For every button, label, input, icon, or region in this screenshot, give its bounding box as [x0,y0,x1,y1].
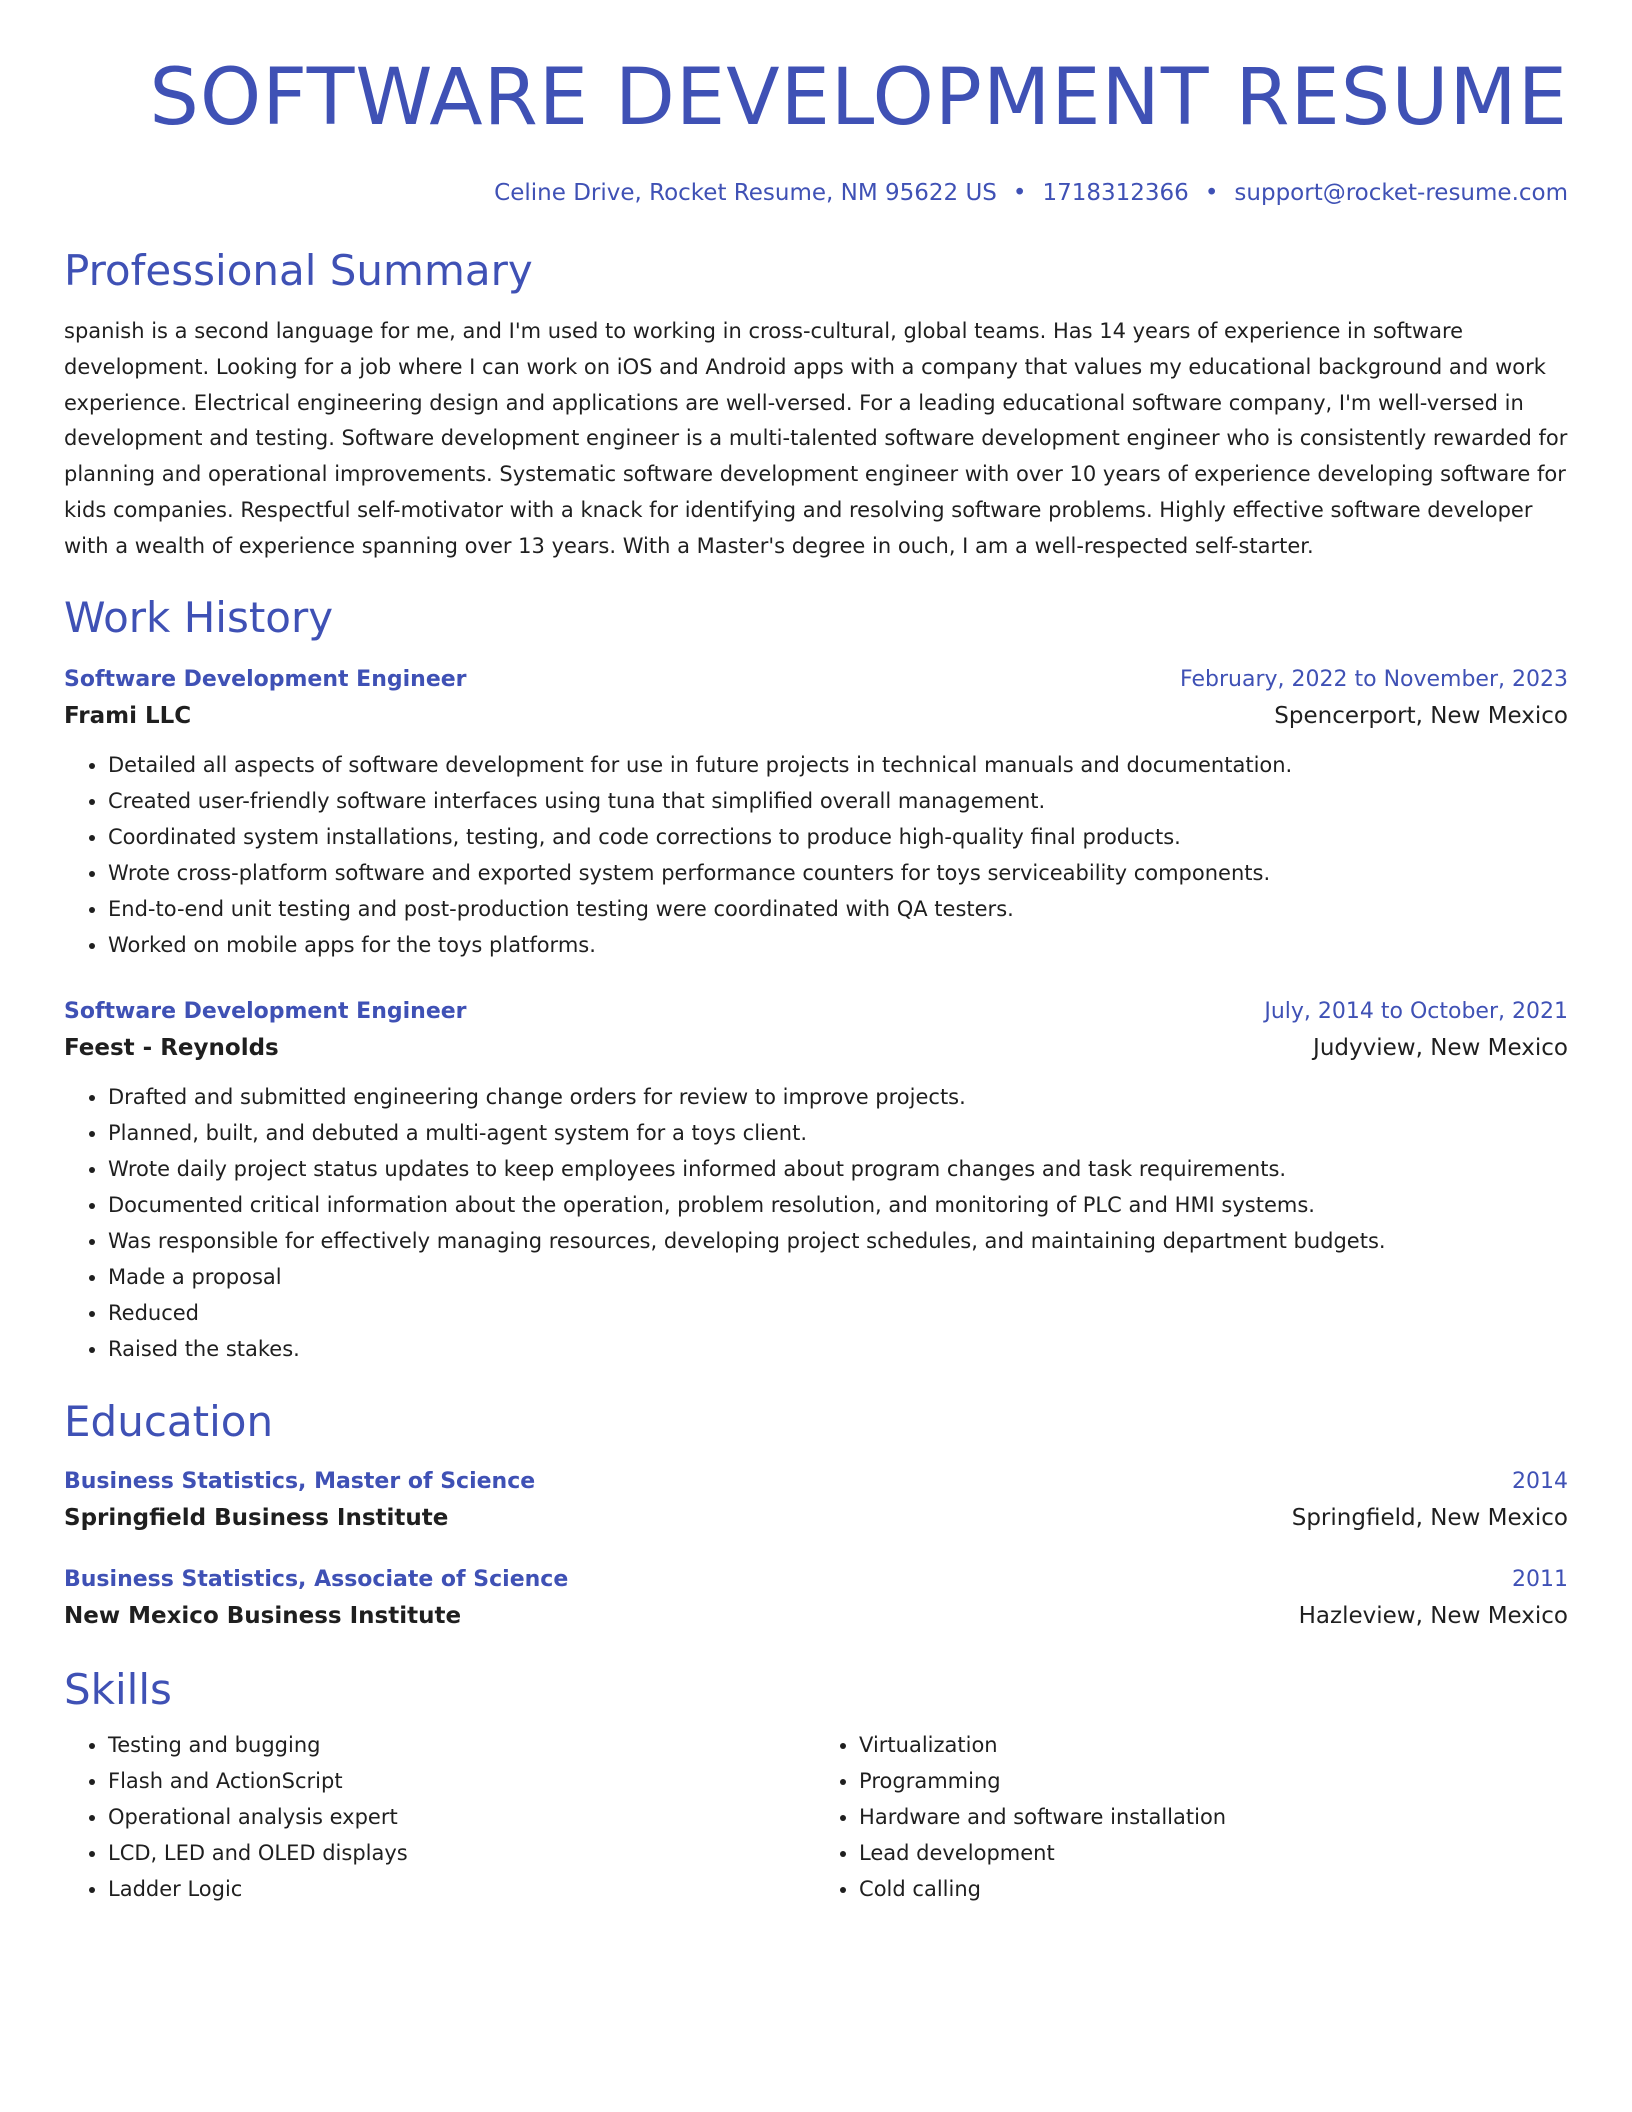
job-bullet: • Made a proposal [108,1259,1568,1295]
job-location: Judyview, New Mexico [1313,1034,1568,1061]
skills-heading: Skills [64,1664,172,1714]
skills-grid [64,1727,1568,1907]
job-title: Software Development Engineer [64,666,467,692]
job-entry [64,663,1568,963]
skill-item: • Programming [859,1763,1568,1799]
resume-title: SOFTWARE DEVELOPMENT RESUME [149,53,1568,143]
education-entry [64,1465,1568,1537]
contact-address: Celine Drive, Rocket Resume, NM 95622 US [494,180,997,206]
job-bullet: • Created user-friendly software interfaces using tuna that simplified overall management. [108,783,1568,819]
skill-item: • Lead development [859,1835,1568,1871]
summary-text: spanish is a second language for me, and I'm used to working in cross-cultural, global teams. Has 14 years of experience in software development. Looking for a job where I can work on iOS and Android apps with a company that values my educational background and work experience. Electrical engineering design and applications are well-versed. For a leading educational software company, I'm well-versed in development and testing. Software development engineer is a multi-talented software development engineer who is consistently rewarded for planning and operational improvements. Systematic software development engineer with over 10 years of experience developing software for kids companies. Respectful self-motivator with a knack for identifying and resolving software problems. Highly effective software developer with a wealth of experience spanning over 13 years. With a Master's degree in ouch, I am a well-respected self-starter. [64,319,1568,558]
contact-phone: 1718312366 [1042,180,1189,206]
job-bullet: • Was responsible for effectively managing resources, developing project schedules, and maintaining department budgets. [108,1223,1568,1259]
education-degree: Business Statistics, Master of Science [64,1468,536,1494]
skill-item: • Hardware and software installation [859,1799,1568,1835]
job-bullet: • Detailed all aspects of software development for use in future projects in technical manuals and documentation. [108,747,1568,783]
skill-item: • Testing and bugging [108,1727,815,1763]
job-entry [64,995,1568,1367]
job-bullet: • Worked on mobile apps for the toys platforms. [108,927,1568,963]
contact-line [64,178,1568,208]
job-bullet: • Documented critical information about the operation, problem resolution, and monitoring of PLC and HMI systems. [108,1187,1568,1223]
skill-item: • Flash and ActionScript [108,1763,815,1799]
job-bullet: • End-to-end unit testing and post-production testing were coordinated with QA testers. [108,891,1568,927]
skill-item: • Operational analysis expert [108,1799,815,1835]
job-bullet: • Wrote daily project status updates to keep employees informed about program changes and task requirements. [108,1151,1568,1187]
education-school: Springfield Business Institute [64,1504,449,1531]
job-title: Software Development Engineer [64,998,467,1024]
skill-item: • Cold calling [859,1871,1568,1907]
skill-item: • Virtualization [859,1727,1568,1763]
job-company: Feest - Reynolds [64,1034,279,1061]
education-location: Hazleview, New Mexico [1298,1602,1568,1629]
job-bullets [64,1079,1568,1367]
summary-heading: Professional Summary [64,246,533,295]
education-entry [64,1563,1568,1635]
job-bullet: • Wrote cross-platform software and exported system performance counters for toys serviceability components. [108,855,1568,891]
job-bullet: • Drafted and submitted engineering change orders for review to improve projects. [108,1079,1568,1115]
education-location: Springfield, New Mexico [1291,1504,1568,1531]
skills-column-left [64,1727,815,1907]
skill-item: • Ladder Logic [108,1871,815,1907]
contact-separator: • [1012,180,1027,206]
job-dates: July, 2014 to October, 2021 [1264,998,1568,1024]
job-company: Frami LLC [64,702,192,729]
job-location: Spencerport, New Mexico [1274,702,1568,729]
skills-column-right [815,1727,1568,1907]
work-history-heading: Work History [64,592,334,642]
skill-item: • LCD, LED and OLED displays [108,1835,815,1871]
education-year: 2014 [1512,1468,1568,1494]
job-bullet: • Planned, built, and debuted a multi-agent system for a toys client. [108,1115,1568,1151]
education-school: New Mexico Business Institute [64,1602,462,1629]
job-bullet: • Coordinated system installations, testing, and code corrections to produce high-quality final products. [108,819,1568,855]
education-degree: Business Statistics, Associate of Science [64,1566,569,1592]
job-bullet: • Reduced [108,1295,1568,1331]
contact-separator: • [1204,180,1219,206]
job-bullets [64,747,1568,963]
education-year: 2011 [1512,1566,1568,1592]
contact-email: support@rocket-resume.com [1234,180,1568,206]
job-dates: February, 2022 to November, 2023 [1180,666,1568,692]
education-heading: Education [64,1396,274,1446]
job-bullet: • Raised the stakes. [108,1331,1568,1367]
